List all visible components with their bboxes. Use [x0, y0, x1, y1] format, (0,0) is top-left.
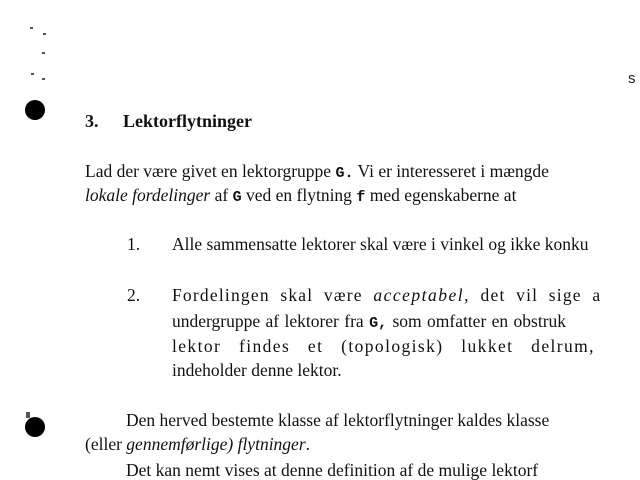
list-item-text: Fordelingen skal være — [172, 285, 374, 305]
list-item-text: indeholder denne lektor. — [172, 360, 342, 380]
list-item-text: det vil sige a — [469, 285, 602, 305]
symbol-g: G. — [335, 165, 354, 182]
scan-speck — [43, 33, 46, 35]
paragraph-text: . — [305, 434, 311, 454]
list-item-text: som omfatter en obstruk — [387, 311, 567, 331]
list-item-number: 1. — [127, 234, 141, 254]
intro-text: Vi er interesseret i mængde — [353, 161, 549, 181]
intro-line-2 — [85, 185, 516, 208]
paragraph-line — [85, 434, 310, 454]
term-feasible-moves: gennemførlige) flytninger — [126, 434, 306, 454]
section-title: Lektorflytninger — [123, 111, 252, 131]
symbol-g: G — [232, 189, 242, 206]
intro-text: af — [210, 185, 233, 205]
list-item-line — [172, 285, 601, 305]
scan-speck — [42, 52, 45, 54]
list-item-number: 2. — [127, 285, 141, 305]
paragraph-text: (eller — [85, 434, 127, 454]
paragraph-line: Den herved bestemte klasse af lektorflytninger kaldes klasse — [126, 410, 550, 430]
page-marker: s — [628, 70, 636, 87]
scan-speck — [30, 27, 33, 29]
intro-text: Lad der være givet en lektorgruppe — [85, 161, 336, 181]
scan-speck — [26, 412, 30, 418]
section-number: 3. — [85, 111, 99, 131]
intro-line-1 — [85, 161, 549, 184]
binder-hole-bottom — [25, 417, 45, 437]
term-local-distributions: lokale fordelinger — [85, 185, 211, 205]
paragraph-line: Det kan nemt vises at denne definition af de mulige lektorf — [126, 460, 539, 480]
symbol-g: G, — [369, 315, 388, 332]
scan-speck — [42, 78, 45, 80]
intro-text: med egenskaberne at — [365, 185, 517, 205]
list-item-line — [172, 311, 566, 334]
intro-text: ved en flytning — [241, 185, 357, 205]
list-item-text: Alle sammensatte lektorer skal være i vinkel og ikke konku — [172, 234, 589, 254]
term-acceptable: acceptabel, — [373, 285, 470, 305]
scan-speck — [31, 73, 34, 75]
list-item-text: undergruppe af lektorer fra — [172, 311, 370, 331]
binder-hole-top — [25, 100, 45, 120]
symbol-f: f — [356, 189, 366, 206]
list-item-text: lektor findes et (topologisk) lukket delrum, — [172, 336, 595, 356]
